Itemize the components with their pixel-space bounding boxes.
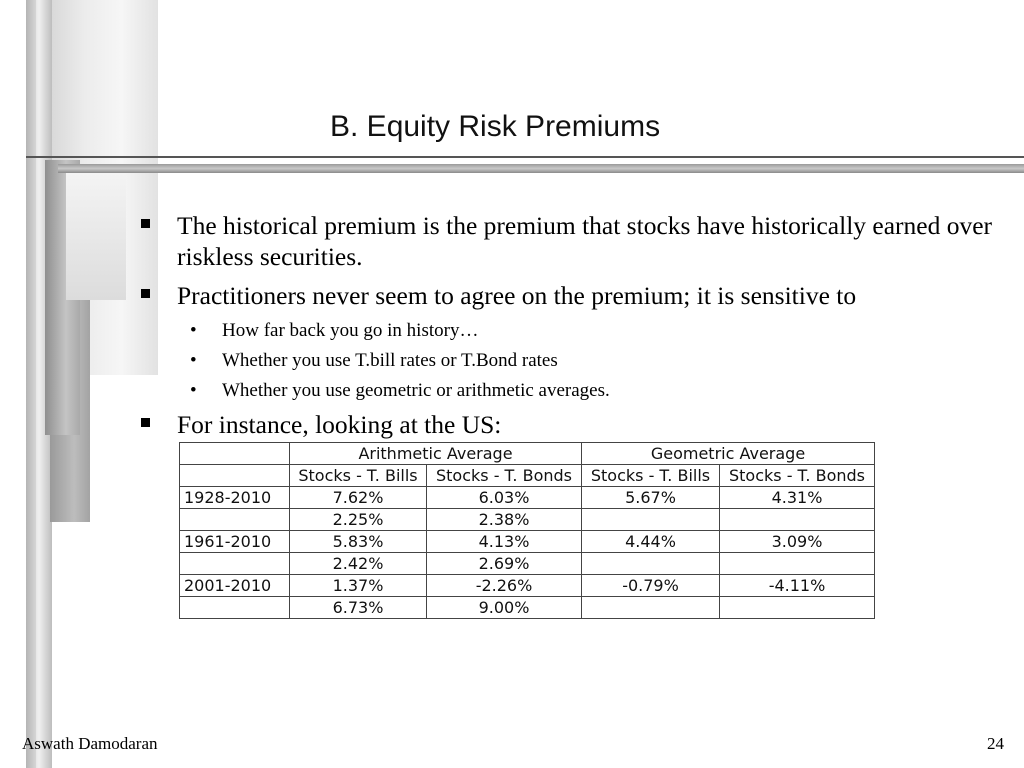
square-bullet-icon <box>141 219 150 228</box>
sub-bullet-item <box>140 319 1000 343</box>
square-bullet-icon <box>141 418 150 427</box>
bullet-list <box>140 210 1000 448</box>
dot-bullet-icon: • <box>190 320 197 341</box>
table-group-header: Geometric Average <box>582 443 875 465</box>
dot-bullet-icon: • <box>190 380 197 401</box>
sub-bullet-text: Whether you use T.bill rates or T.Bond rates <box>222 350 558 371</box>
table-row <box>180 597 875 619</box>
bullet-text: For instance, looking at the US: <box>177 410 502 439</box>
bullet-item <box>140 280 1000 311</box>
table-cell: 1.37% <box>290 575 427 597</box>
table-cell <box>720 597 875 619</box>
slide-title: B. Equity Risk Premiums <box>330 110 661 143</box>
table-cell: 1961-2010 <box>180 531 290 553</box>
table-cell <box>180 553 290 575</box>
table-cell: 2.38% <box>427 509 582 531</box>
sub-bullet-item <box>140 379 1000 403</box>
table-cell: 6.03% <box>427 487 582 509</box>
dot-bullet-icon: • <box>190 350 197 371</box>
table-group-header-row <box>180 443 875 465</box>
table-group-header: Arithmetic Average <box>290 443 582 465</box>
table-cell: 2.69% <box>427 553 582 575</box>
table-corner-cell <box>180 443 290 465</box>
table-cell: 6.73% <box>290 597 427 619</box>
table-cell: 2.42% <box>290 553 427 575</box>
table-cell: 5.83% <box>290 531 427 553</box>
table-cell <box>180 509 290 531</box>
table-cell: 7.62% <box>290 487 427 509</box>
title-divider-thick <box>58 164 1024 173</box>
table-cell: 9.00% <box>427 597 582 619</box>
table-column-header-row <box>180 465 875 487</box>
table-cell <box>180 597 290 619</box>
table-row <box>180 531 875 553</box>
table-row <box>180 509 875 531</box>
bullet-item <box>140 409 1000 440</box>
table-cell: 4.44% <box>582 531 720 553</box>
table-cell: -0.79% <box>582 575 720 597</box>
decorative-bar <box>66 172 126 300</box>
decorative-bar <box>26 0 36 768</box>
bullet-item <box>140 210 1000 272</box>
table-column-header: Stocks - T. Bills <box>582 465 720 487</box>
table-cell <box>582 597 720 619</box>
table-row <box>180 553 875 575</box>
table-cell: 2.25% <box>290 509 427 531</box>
title-divider <box>26 156 1024 158</box>
table-cell: -2.26% <box>427 575 582 597</box>
square-bullet-icon <box>141 289 150 298</box>
table-row <box>180 487 875 509</box>
table-column-header: Stocks - T. Bonds <box>427 465 582 487</box>
table-cell <box>720 509 875 531</box>
table-corner-cell <box>180 465 290 487</box>
table-cell <box>582 509 720 531</box>
table-cell: 5.67% <box>582 487 720 509</box>
sub-bullet-item <box>140 349 1000 373</box>
table-cell: 1928-2010 <box>180 487 290 509</box>
table-cell <box>720 553 875 575</box>
premium-table <box>179 442 875 619</box>
table-cell: 2001-2010 <box>180 575 290 597</box>
table-column-header: Stocks - T. Bonds <box>720 465 875 487</box>
page-number: 24 <box>987 734 1004 753</box>
table-cell: -4.11% <box>720 575 875 597</box>
table-cell: 4.13% <box>427 531 582 553</box>
footer-author: Aswath Damodaran <box>22 734 158 753</box>
table-cell <box>582 553 720 575</box>
bullet-text: The historical premium is the premium that stocks have historically earned over riskless securities. <box>177 211 993 271</box>
sub-bullet-text: Whether you use geometric or arithmetic averages. <box>222 380 610 401</box>
table-cell: 4.31% <box>720 487 875 509</box>
table-row <box>180 575 875 597</box>
sub-bullet-text: How far back you go in history… <box>222 320 479 341</box>
table-cell: 3.09% <box>720 531 875 553</box>
table-column-header: Stocks - T. Bills <box>290 465 427 487</box>
bullet-text: Practitioners never seem to agree on the premium; it is sensitive to <box>177 281 857 310</box>
